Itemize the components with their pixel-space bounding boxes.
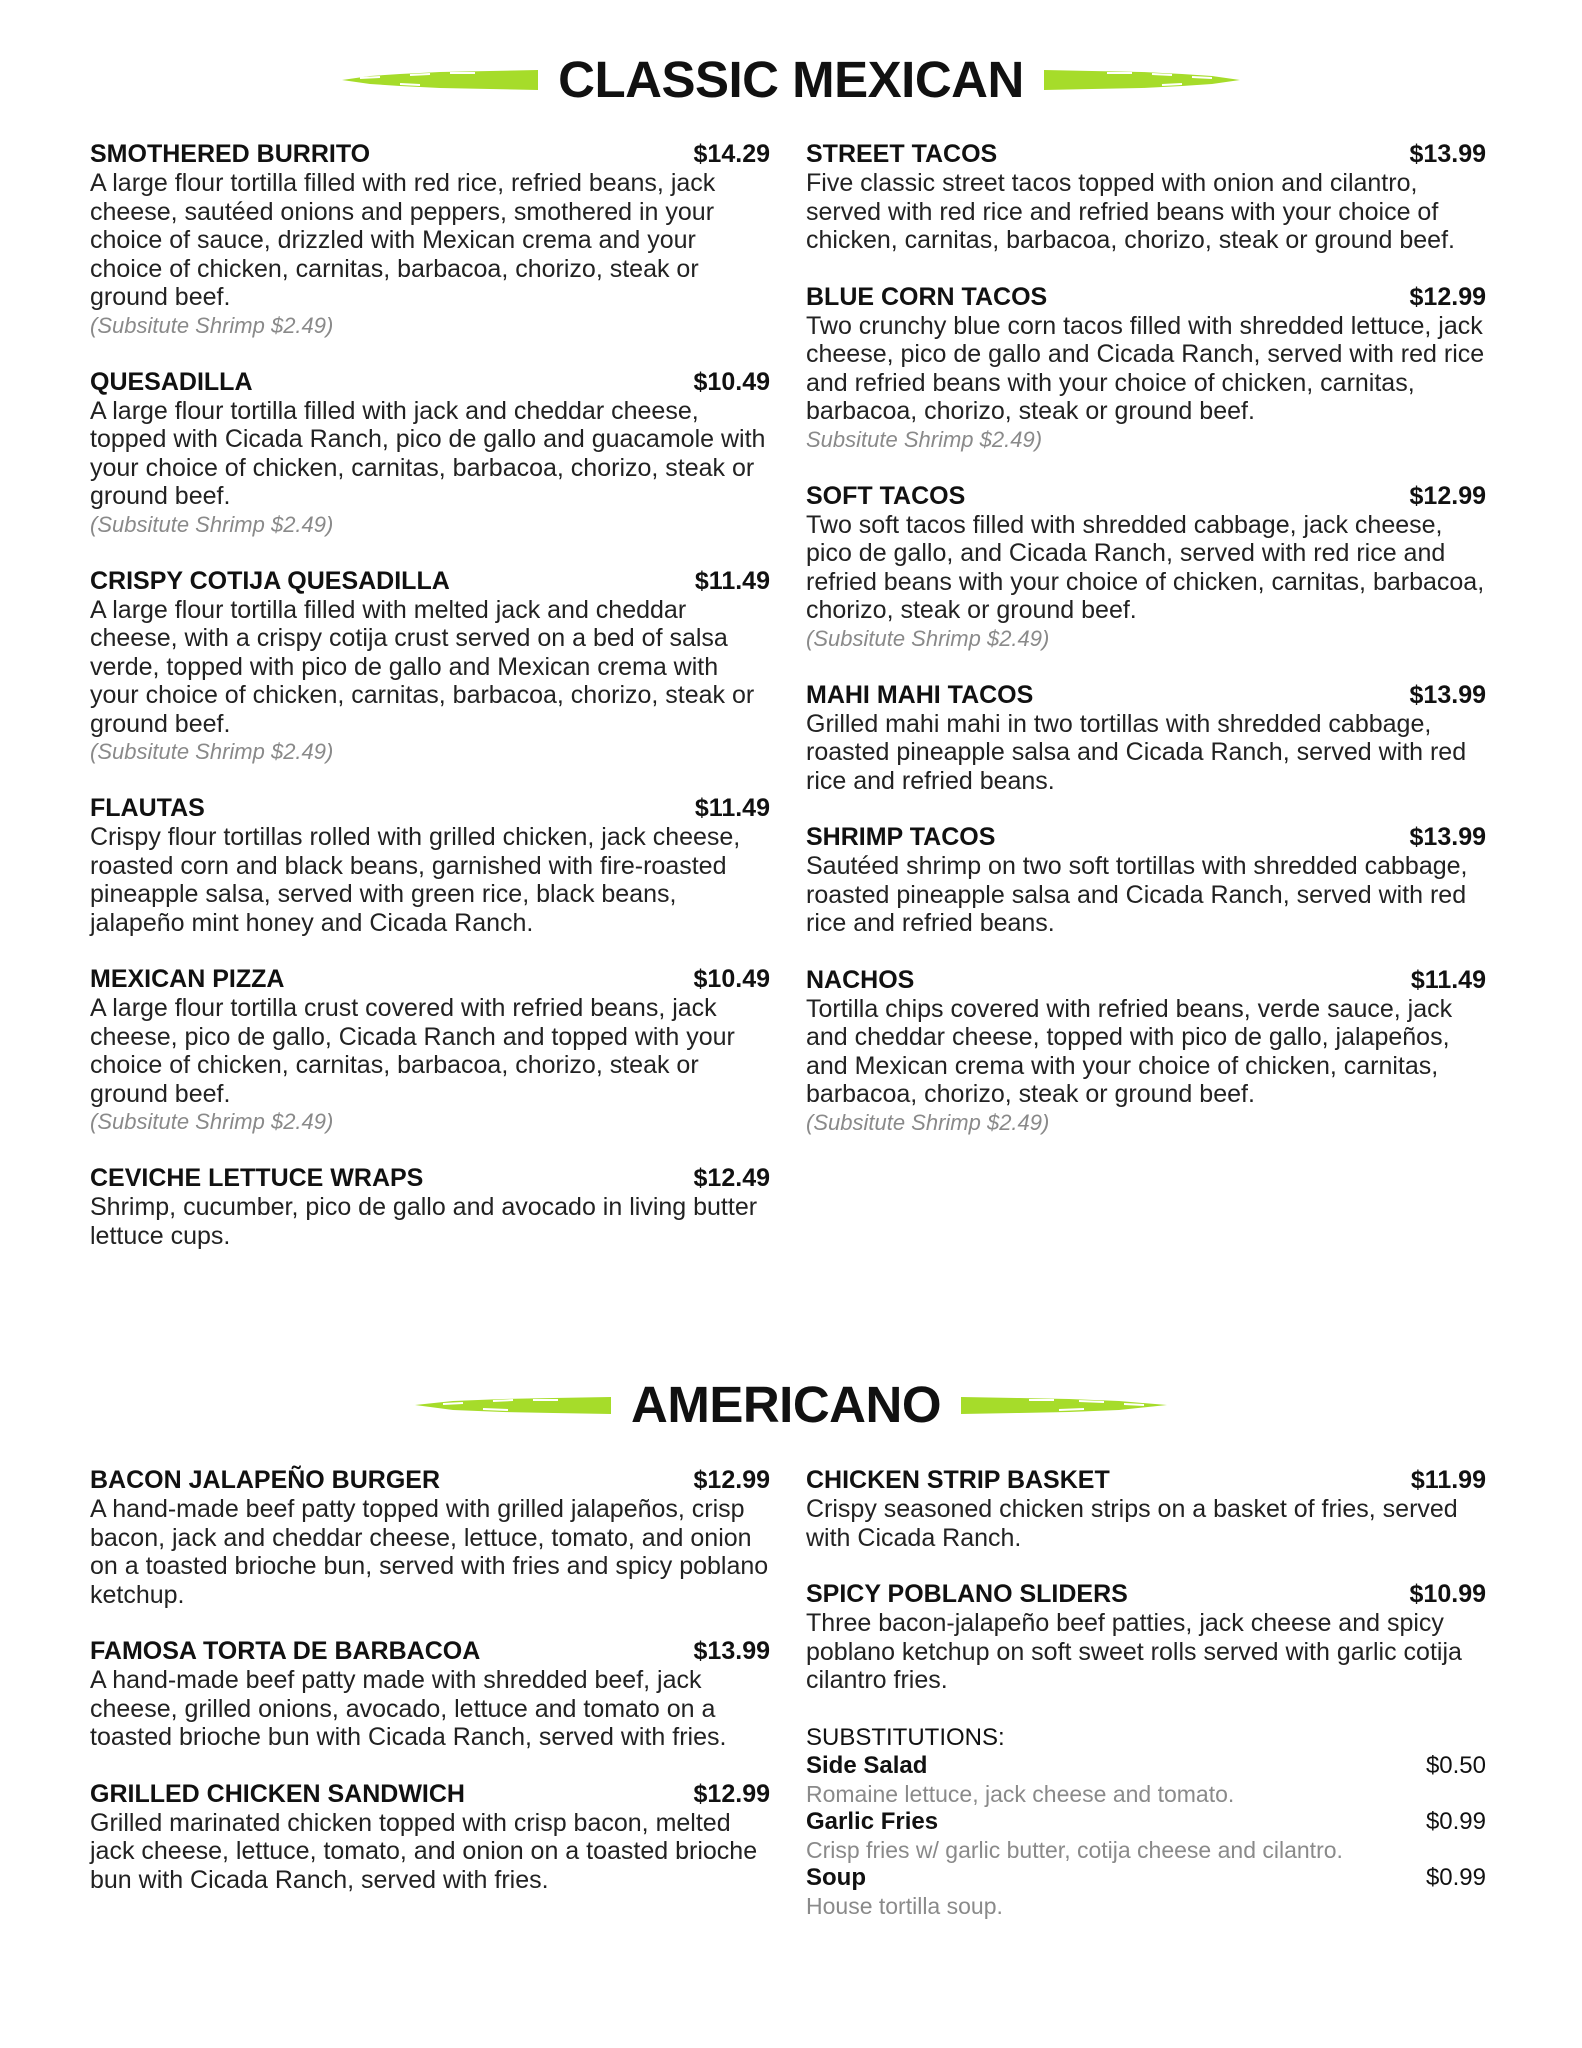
menu-item — [90, 567, 770, 767]
menu-item — [806, 283, 1486, 454]
item-note: (Subsitute Shrimp $2.49) — [90, 1109, 334, 1134]
americano-right-column — [806, 1466, 1486, 1920]
item-description: A large flour tortilla filled with jack and cheddar cheese, topped with Cicada Ranch, pico de gallo and guacamole with your choice of chicken, carnitas, barbacoa, chorizo, steak or ground beef. — [90, 396, 766, 510]
item-name: BLUE CORN TACOS — [806, 282, 1048, 311]
item-price: $12.49 — [693, 1164, 770, 1192]
item-name: NACHOS — [806, 965, 915, 994]
item-price: $12.99 — [693, 1779, 770, 1808]
brush-stroke-left-icon — [340, 64, 540, 96]
americano-left-column — [90, 1466, 770, 1922]
item-description: A hand-made beef patty made with shredded beef, jack cheese, grilled onions, avocado, lettuce and tomato on a toasted brioche bun with Cicada Ranch, served with fries. — [90, 1666, 727, 1751]
item-name: BACON JALAPEÑO BURGER — [90, 1466, 441, 1494]
substitution-row — [806, 1752, 1486, 1780]
item-name: SPICY POBLANO SLIDERS — [806, 1580, 1128, 1608]
menu-item — [90, 794, 770, 937]
item-note: (Subsitute Shrimp $2.49) — [90, 312, 334, 338]
item-price: $11.49 — [1410, 965, 1486, 994]
substitution-name: Soup — [806, 1863, 866, 1891]
item-name: SOFT TACOS — [806, 481, 966, 510]
item-price: $10.49 — [693, 367, 770, 396]
substitutions-heading: SUBSTITUTIONS: — [806, 1723, 1005, 1751]
item-name: GRILLED CHICKEN SANDWICH — [90, 1779, 465, 1808]
item-description: Shrimp, cucumber, pico de gallo and avocado in living butter lettuce cups. — [90, 1193, 758, 1250]
item-description: Sautéed shrimp on two soft tortillas with shredded cabbage, roasted pineapple salsa and Cicada Ranch, served with red rice and refried beans. — [806, 852, 1468, 937]
item-note: (Subsitute Shrimp $2.49) — [90, 739, 334, 764]
item-price: $13.99 — [1409, 140, 1486, 168]
brush-stroke-left-icon — [413, 1390, 613, 1420]
item-name: STREET TACOS — [806, 140, 998, 168]
substitution-price: $0.50 — [1425, 1751, 1486, 1779]
menu-item — [806, 1466, 1486, 1552]
item-price: $13.99 — [693, 1637, 770, 1665]
menu-item — [90, 1780, 770, 1895]
section-title: CLASSIC MEXICAN — [558, 51, 1024, 108]
substitution-name: Side Salad — [806, 1751, 928, 1779]
menu-item — [806, 1580, 1486, 1695]
item-name: CHICKEN STRIP BASKET — [806, 1466, 1110, 1494]
substitution-price: $0.99 — [1425, 1807, 1486, 1835]
section-title: AMERICANO — [631, 1376, 941, 1433]
item-description: Two soft tacos filled with shredded cabbage, jack cheese, pico de gallo, and Cicada Ranch, served with red rice and refried beans with your choice of chicken, carnitas, barbacoa, chorizo, steak or ground beef. — [806, 510, 1485, 624]
item-name: CEVICHE LETTUCE WRAPS — [90, 1164, 424, 1192]
item-name: MEXICAN PIZZA — [90, 965, 285, 993]
item-price: $11.99 — [1410, 1466, 1486, 1494]
menu-item — [90, 1164, 770, 1250]
substitution-row — [806, 1808, 1486, 1836]
item-price: $13.99 — [1409, 823, 1486, 851]
item-description: Grilled mahi mahi in two tortillas with shredded cabbage, roasted pineapple salsa and Cicada Ranch, served with red rice and refried beans. — [806, 709, 1467, 795]
brush-stroke-right-icon — [1042, 64, 1242, 96]
item-description: Three bacon-jalapeño beef patties, jack cheese and spicy poblano ketchup on soft sweet rolls served with garlic cotija cilantro fries. — [806, 1609, 1462, 1694]
classic-right-column — [806, 140, 1486, 1165]
menu-item — [806, 681, 1486, 796]
classic-left-column — [90, 140, 770, 1278]
substitution-name: Garlic Fries — [806, 1807, 939, 1835]
substitution-description: House tortilla soup. — [806, 1892, 1003, 1919]
substitution-description: Romaine lettuce, jack cheese and tomato. — [806, 1780, 1235, 1807]
item-description: A hand-made beef patty topped with grilled jalapeños, crisp bacon, jack and cheddar cheese, lettuce, tomato, and onion on a toasted brioche bun, served with fries and spicy poblano ketchup. — [90, 1495, 769, 1609]
menu-item — [90, 1637, 770, 1752]
item-note: Subsitute Shrimp $2.49) — [806, 426, 1043, 452]
substitution-row — [806, 1864, 1486, 1892]
item-description: Tortilla chips covered with refried beans, verde sauce, jack and cheddar cheese, topped with pico de gallo, jalapeños, and Mexican crema with your choice of chicken, carnitas, barbacoa, chorizo, steak or ground beef. — [806, 994, 1453, 1108]
substitutions-block — [806, 1723, 1486, 1920]
item-price: $12.99 — [1409, 282, 1486, 311]
menu-item — [806, 823, 1486, 938]
item-name: FAMOSA TORTA DE BARBACOA — [90, 1637, 481, 1665]
menu-item — [806, 482, 1486, 653]
menu-item — [90, 1466, 770, 1609]
item-description: A large flour tortilla filled with melted jack and cheddar cheese, with a crispy cotija crust served on a bed of salsa verde, topped with pico de gallo and Mexican crema with your choice of chicken, carnitas, barbacoa, chorizo, steak or ground beef. — [90, 595, 755, 738]
substitution-price: $0.99 — [1425, 1863, 1486, 1891]
item-price: $11.49 — [694, 566, 770, 595]
item-name: CRISPY COTIJA QUESADILLA — [90, 566, 450, 595]
brush-stroke-right-icon — [959, 1390, 1169, 1420]
item-description: A large flour tortilla filled with red rice, refried beans, jack cheese, sautéed onions and peppers, smothered in your choice of sauce, drizzled with Mexican crema and your choice of chicken, carnitas, barbacoa, chorizo, steak or ground beef. — [90, 169, 716, 311]
menu-item — [90, 368, 770, 539]
item-price: $13.99 — [1409, 680, 1486, 709]
menu-item — [806, 966, 1486, 1137]
item-price: $10.49 — [693, 965, 770, 993]
item-note: (Subsitute Shrimp $2.49) — [90, 511, 334, 537]
item-name: FLAUTAS — [90, 794, 205, 822]
item-price: $11.49 — [694, 794, 770, 822]
item-price: $10.99 — [1409, 1580, 1486, 1608]
menu-item — [806, 140, 1486, 255]
item-name: SMOTHERED BURRITO — [90, 140, 371, 168]
item-description: Five classic street tacos topped with onion and cilantro, served with red rice and refried beans with your choice of chicken, carnitas, barbacoa, chorizo, steak or ground beef. — [806, 169, 1455, 254]
item-price: $14.29 — [693, 140, 770, 168]
item-note: (Subsitute Shrimp $2.49) — [806, 625, 1050, 651]
item-description: Crispy flour tortillas rolled with grilled chicken, jack cheese, roasted corn and black beans, garnished with fire-roasted pineapple salsa, served with green rice, black beans, jalapeño mint honey and Cicada Ranch. — [90, 823, 741, 937]
item-price: $12.99 — [693, 1466, 770, 1494]
item-name: QUESADILLA — [90, 367, 253, 396]
menu-item — [90, 965, 770, 1136]
section-header-classic — [0, 50, 1582, 109]
substitution-description: Crisp fries w/ garlic butter, cotija cheese and cilantro. — [806, 1836, 1343, 1863]
item-name: MAHI MAHI TACOS — [806, 680, 1034, 709]
menu-item — [90, 140, 770, 340]
item-description: Two crunchy blue corn tacos filled with shredded lettuce, jack cheese, pico de gallo and Cicada Ranch, served with red rice and refried beans with your choice of chicken, carnitas, barbacoa, chorizo, steak or ground beef. — [806, 311, 1485, 425]
item-description: Crispy seasoned chicken strips on a basket of fries, served with Cicada Ranch. — [806, 1495, 1458, 1552]
item-description: A large flour tortilla crust covered with refried beans, jack cheese, pico de gallo, Cicada Ranch and topped with your choice of chicken, carnitas, barbacoa, chorizo, steak or ground beef. — [90, 994, 735, 1108]
item-description: Grilled marinated chicken topped with crisp bacon, melted jack cheese, lettuce, tomato, and onion on a toasted brioche bun with Cicada Ranch, served with fries. — [90, 1808, 758, 1894]
item-price: $12.99 — [1409, 481, 1486, 510]
item-name: SHRIMP TACOS — [806, 823, 996, 851]
item-note: (Subsitute Shrimp $2.49) — [806, 1109, 1050, 1135]
section-header-americano — [0, 1375, 1582, 1434]
